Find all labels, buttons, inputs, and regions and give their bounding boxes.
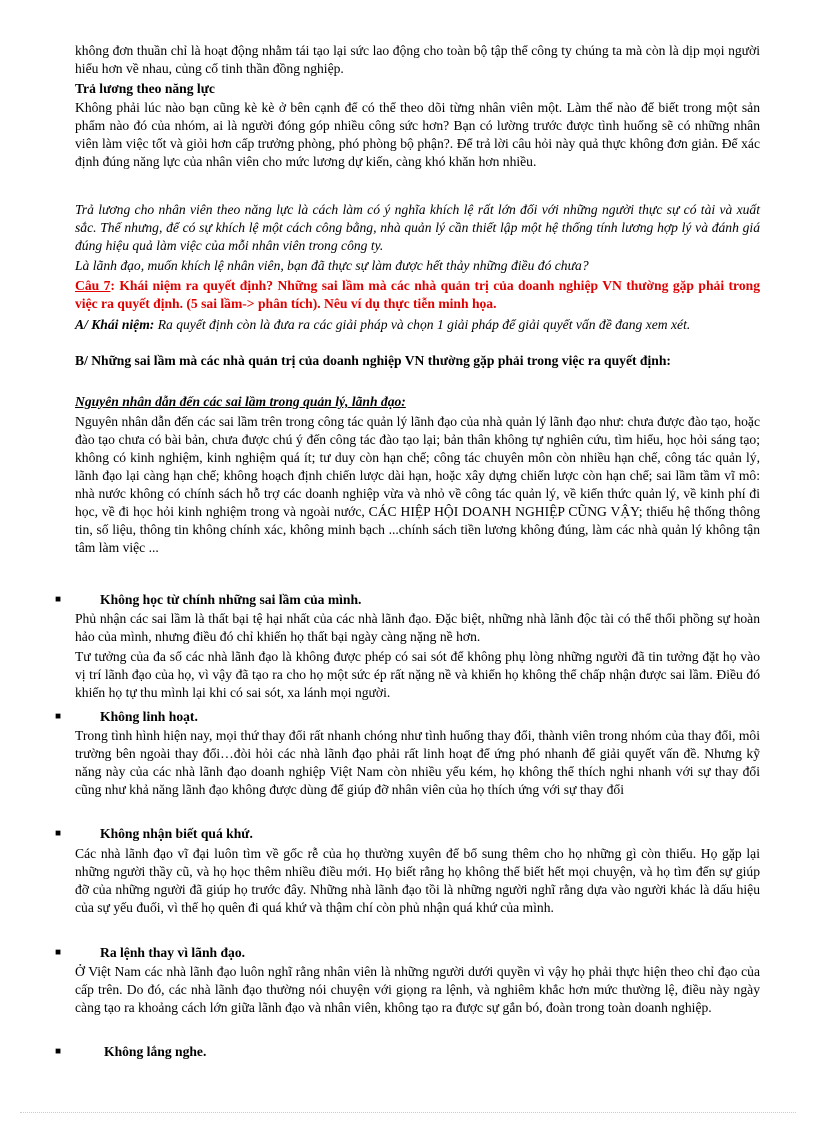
paragraph-pay-by-ability: Không phải lúc nào bạn cũng kè kè ở bên cạnh để có thể theo dõi từng nhân viên một. Làm thế nào để biết trong một sản phẩm nào đó của nhóm, ai là người đóng góp nhiều công sức hơn? Bạn có lường trước được tình huống sẽ có những nhân viên làm việc tốt và giỏi hơn cấp trưởng phòng, phó phòng bộ phận?. Để trả lời câu hỏi này quả thực không đơn giản. Để xác định đúng năng lực của nhân viên cho mức lương dự kiến, càng khó khăn hơn nhiều. [75,100,760,169]
question-7-label: Câu 7 [75,278,111,293]
square-bullet-icon: ■ [55,711,62,722]
heading-pay-by-ability: Trả lương theo năng lực [75,81,215,96]
bullet-title-2: Không linh hoạt. [100,709,198,724]
paragraph-mistake-3: Các nhà lãnh đạo vĩ đại luôn tìm về gốc rễ của họ thường xuyên để bổ sung thêm cho họ những gì còn thiếu. Họ gặp lại những người thầy cũ, và họ học thêm nhiều điều mới. Họ biết rằng họ không thể biết hết mọi chuyện, và họ tìm đến sự giúp đỡ của những người đã giúp họ trước đây. Những nhà lãnh đạo tồi là những người nghĩ rằng dựa vào người khác là dấu hiệu của sự yếu đuối, vì thế họ quên đi quá khứ và thậm chí còn phủ nhận quá khứ của mình. [75,846,760,915]
question-7 [75,277,760,313]
square-bullet-icon: ■ [55,828,62,839]
bullet-title-3: Không nhận biết quá khứ. [100,826,253,841]
bullet-item-4 [55,944,760,962]
question-7-text: : Khái niệm ra quyết định? Những sai lầm mà các nhà quản trị của doanh nghiệp VN thường gặp phải trong việc ra quyết định. (5 sai lầm-> phân tích). Nêu ví dụ thực tiễn minh họa. [75,278,761,311]
paragraph-mistake-1b: Tư tưởng của đa số các nhà lãnh đạo là không được phép có sai sót để không phụ lòng những người đã tin tưởng đặt họ vào vị trí lãnh đạo của họ, vì vậy đã tạo ra cho họ một sức ép rất nặng nề và khiến họ không thể chấp nhận được sai lầm. Điều đó khiến họ tự thu mình lại khi có sai sót, xa lánh mọi người. [75,649,760,700]
bullet-item-3 [55,825,760,843]
causes-heading: Nguyên nhân dẫn đến các sai lầm trong quản lý, lãnh đạo: [75,394,406,409]
paragraph-mistake-2: Trong tình hình hiện nay, mọi thứ thay đổi rất nhanh chóng như tình huống thay đổi, thành viên trong nhóm của thay đổi, môi trường bên ngoài thay đổi…đòi hỏi các nhà lãnh đạo phải rất linh hoạt để ứng phó nhanh để giải quyết vấn đề. Nhưng kỹ năng này của các nhà lãnh đạo doanh nghiệp Việt Nam còn nhiều yếu kém, họ không thể thích nghi nhanh với sự thay đổi cũng như khả năng lãnh đạo không được dùng để giúp đỡ nhân viên của họ thích ứng với sự thay đổi [75,728,760,797]
section-a-text: Ra quyết định còn là đưa ra các giải pháp và chọn 1 giải pháp để giải quyết vấn đề đang xem xét. [154,317,691,332]
bullet-title-5: Không lắng nghe. [104,1044,207,1059]
section-b-heading: B/ Những sai lầm mà các nhà quản trị của doanh nghiệp VN thường gặp phải trong việc ra quyết định: [75,353,671,368]
paragraph-causes: Nguyên nhân dẫn đến các sai lầm trên trong công tác quản lý lãnh đạo của nhà quản lý lãnh đạo như: chưa được đào tạo, hoặc đào tạo chưa có bài bản, chưa được chú ý đến công tác đào tạo lại; bản thân không tự nghiên cứu, tìm hiểu, học hỏi sáng tạo; không có kinh nghiệm, kinh nghiệm quá ít; tư duy còn hạn chế; công tác chuyên môn còn nhiều hạn chế, công tác quản lý, lãnh đạo lại càng hạn chế; không hoạch định chiến lược dài hạn, hoặc xây dựng chiến lược còn hạn chế; sai lầm tầm vĩ mô: nhà nước không có chính sách hỗ trợ các doanh nghiệp vừa và nhỏ về công tác quản lý, về kiến thức quản lý, về kinh phí đi học, về đi học hỏi kinh nghiệm trong và ngoài nước, CÁC HIỆP HỘI DOANH NGHIỆP CŨNG VẬY; thiếu hệ thống thông tin, số liệu, thông tin không chính xác, không minh bạch ...chính sách tiền lương không đúng, làm các nhà quản lý không tận tâm làm việc ... [75,414,760,555]
bullet-item-1 [55,591,760,609]
bullet-item-5 [55,1043,760,1061]
square-bullet-icon: ■ [55,947,62,958]
square-bullet-icon: ■ [55,594,62,605]
section-a-definition [75,316,760,334]
page-bottom-divider [20,1112,796,1113]
paragraph-intro-end: không đơn thuần chỉ là hoạt động nhằm tái tạo lại sức lao động cho toàn bộ tập thể công ty chúng ta mà còn là dịp mọi người hiểu hơn về nhau, củng cố tinh thần đồng nghiệp. [75,43,760,76]
square-bullet-icon: ■ [55,1046,62,1057]
bullet-title-4: Ra lệnh thay vì lãnh đạo. [100,945,246,960]
paragraph-question-leader: Là lãnh đạo, muốn khích lệ nhân viên, bạn đã thực sự làm được hết thảy những điều đó chưa? [75,258,589,273]
paragraph-mistake-4: Ở Việt Nam các nhà lãnh đạo luôn nghĩ rằng nhân viên là những người dưới quyền vì vậy họ phải thực hiện theo chỉ đạo của cấp trên. Do đó, các nhà lãnh đạo thường nói chuyện với giọng ra lệnh, và nghiêm khắc hơn mức thường lệ, điều này ngày càng tạo ra khoảng cách lớn giữa lãnh đạo và nhân viên, không tạo ra được sự gắn bó, đoàn trong toàn doanh nghiệp. [75,964,760,1015]
paragraph-pay-by-ability-italic: Trả lương cho nhân viên theo năng lực là cách làm có ý nghĩa khích lệ rất lớn đối với những người thực sự có tài và xuất sắc. Thế nhưng, để có sự khích lệ một cách công bằng, nhà quản lý cần thiết lập một hệ thống tính lương hợp lý và đánh giá đúng hiệu quả làm việc của mỗi nhân viên trong công ty. [75,202,760,253]
bullet-title-1: Không học từ chính những sai lầm của mình. [100,592,362,607]
section-a-label: A/ Khái niệm: [75,317,155,332]
bullet-item-2 [55,708,760,726]
paragraph-mistake-1a: Phủ nhận các sai lầm là thất bại tệ hại nhất của các nhà lãnh đạo. Đặc biệt, những nhà lãnh độc tài có thể thổi phồng sự hoàn hảo của mình, nhưng điều đó chỉ khiến họ thất bại ngày càng nặng nề hơn. [75,611,760,644]
